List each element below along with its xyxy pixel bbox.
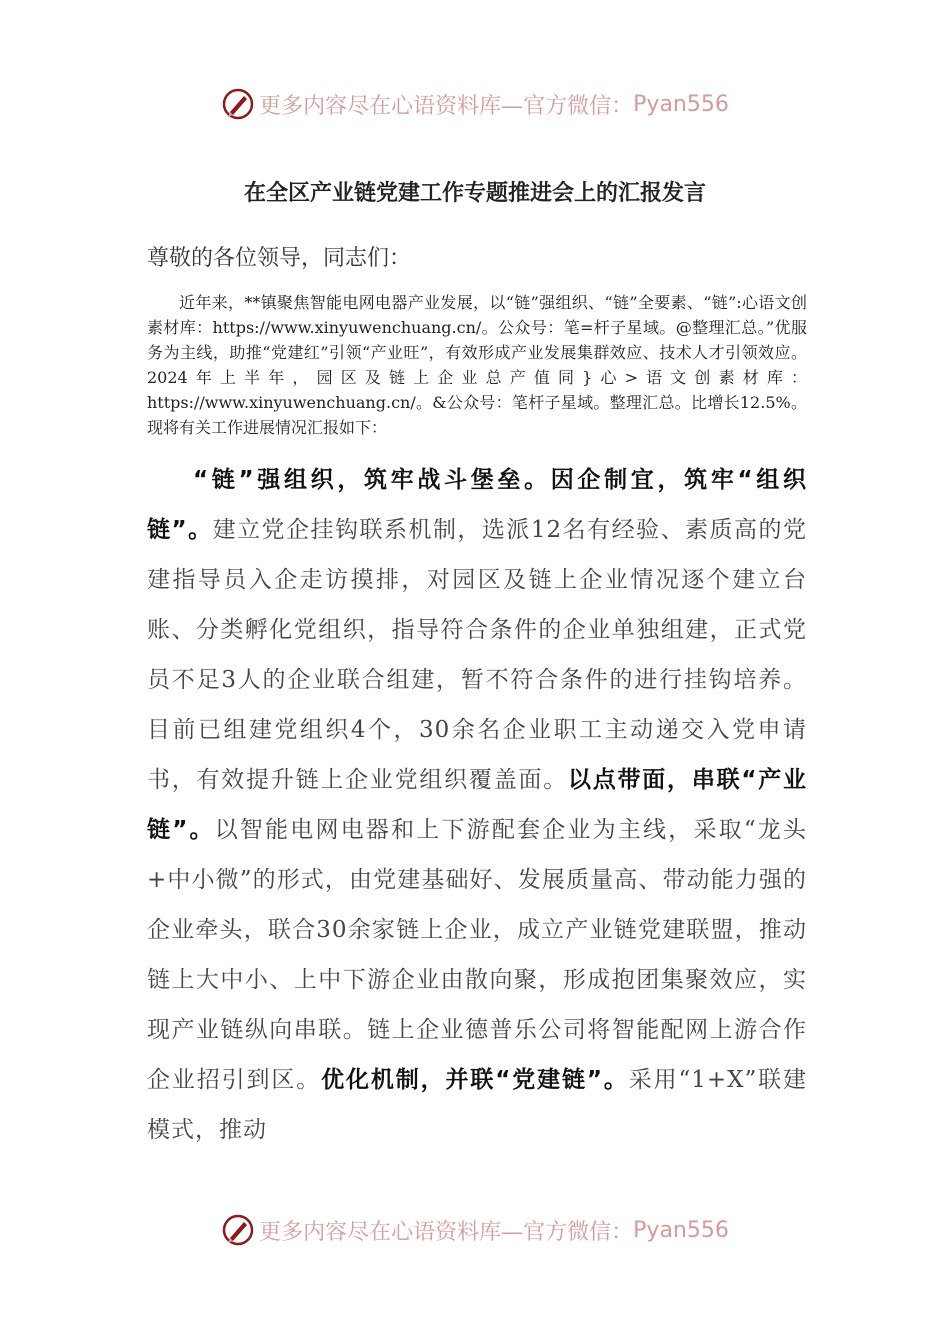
document-title: 在全区产业链党建工作专题推进会上的汇报发言 <box>243 181 706 206</box>
banner-text: 更多内容尽在心语资料库—官方微信： <box>259 1219 634 1245</box>
section2-heading: 以点带面，串联“产业链”。 <box>147 767 807 843</box>
header-banner <box>0 84 950 124</box>
section3-text: 采用“1+X”联建模式，推动 <box>147 1067 808 1143</box>
section3-heading: 优化机制，并联“党建链”。 <box>321 1067 629 1093</box>
banner-text: 更多内容尽在心语资料库—官方微信： <box>259 93 634 119</box>
banner-wechat-id: Pyan556 <box>633 91 729 117</box>
section1-heading: “链”强组织，筑牢战斗堡垒。因企制宜，筑牢“组织链”。 <box>147 467 807 543</box>
greeting: 尊敬的各位领导，同志们： <box>147 246 412 271</box>
section1-text: 建立党企挂钩联系机制，选派12名有经验、素质高的党建指导员入企走访摸排，对园区及链上企业情况逐个建立台账、分类孵化党组织，指导符合条件的企业单独组建，正式党员不足3人的企业联合组建，暂不符合条件的进行挂钩培养。目前已组建党组织4个，30余名企业职工主动递交入党申请书，有效提升链上企业党组织覆盖面。 <box>147 517 807 793</box>
footer-banner <box>0 1210 950 1250</box>
body-paragraph <box>147 455 807 1155</box>
pen-logo-icon <box>221 87 255 121</box>
section2-text: 以智能电网电器和上下游配套企业为主线，采取“龙头+中小微”的形式，由党建基础好、发展质量高、带动能力强的企业牵头，联合30余家链上企业，成立产业链党建联盟，推动链上大中小、上中下游企业由散向聚，形成抱团集聚效应，实现产业链纵向串联。链上企业德普乐公司将智能配网上游合作企业招引到区。 <box>147 817 807 1093</box>
banner-wechat-id: Pyan556 <box>633 1217 729 1243</box>
pen-logo-icon <box>221 1213 255 1247</box>
intro-paragraph: 近年来，**镇聚焦智能电网电器产业发展，以“链”强组织、“链”全要素、“链”:心语文创素材库：https://www.xinyuwenchuang.cn/。公众号：笔=杆子星域。@整理汇总。”优服务为主线，助推“党建红”引领“产业旺”，有效形成产业发展集群效应、技术人才引领效应。2024年上半年，园区及链上企业总产值同}心>语文创素材库：https://www.xinyuwenchuang.cn/。&公众号：笔杆子星域。整理汇总。比增长12.5%。现将有关工作进展情况汇报如下： <box>147 293 807 437</box>
